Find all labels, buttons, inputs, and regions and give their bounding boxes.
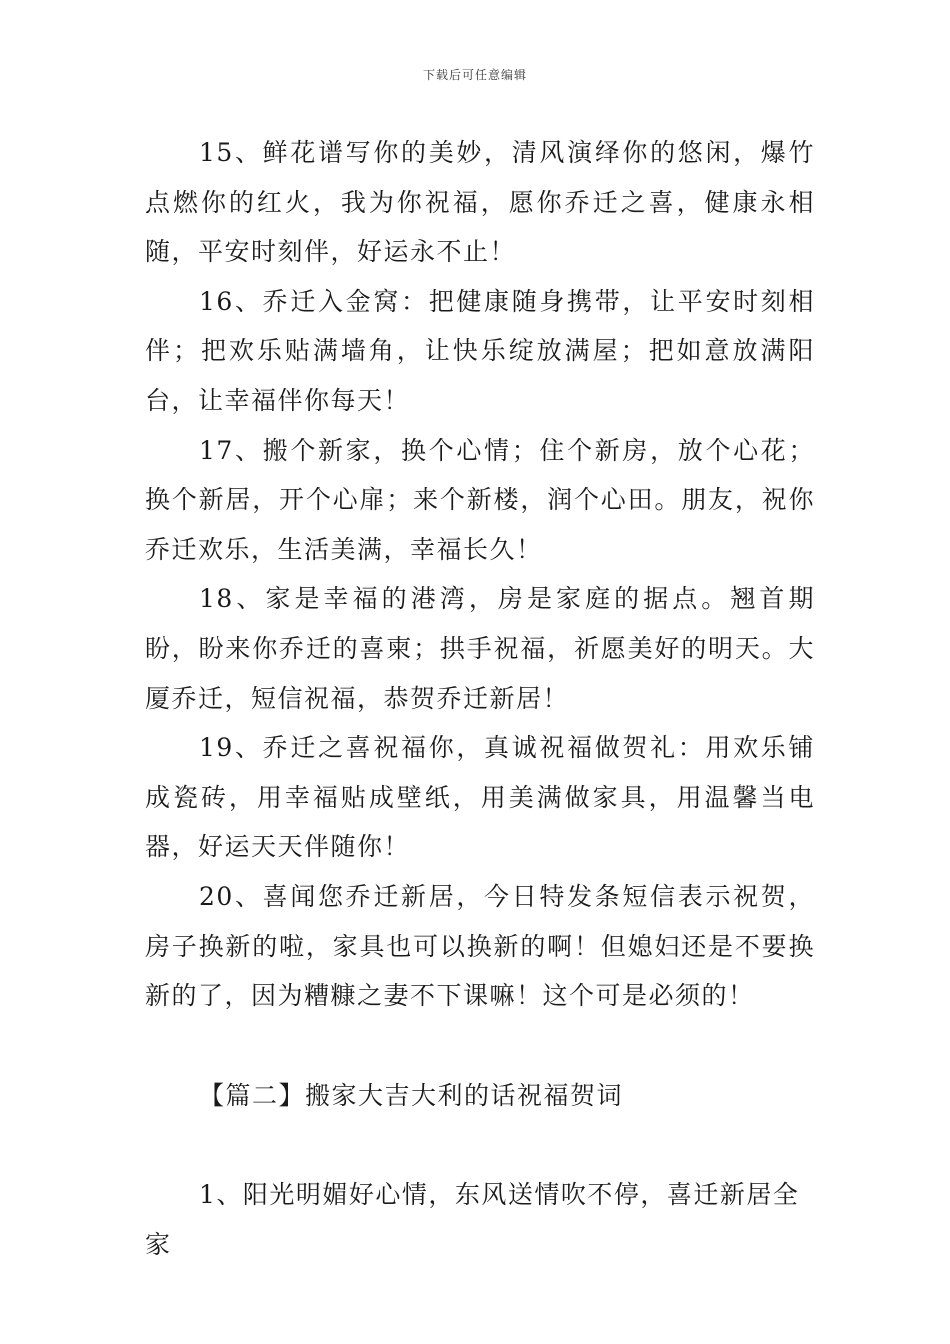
paragraph-20: 20、喜闻您乔迁新居，今日特发条短信表示祝贺，房子换新的啦，家具也可以换新的啊！但媳妇还是不要换新的了，因为糟糠之妻不下课嘛！这个可是必须的！ (145, 881, 815, 1011)
paragraph-16: 16、乔迁入金窝：把健康随身携带，让平安时刻相伴；把欢乐贴满墙角，让快乐绽放满屋；把如意放满阳台，让幸福伴你每天！ (145, 286, 815, 415)
paragraph-17: 17、搬个新家，换个心情；住个新房，放个心花；换个新居，开个心扉；来个新楼，润个心田。朋友，祝你乔迁欢乐，生活美满，幸福长久！ (145, 435, 815, 564)
page-header-note: 下载后可任意编辑 (422, 68, 527, 82)
paragraph-18: 18、家是幸福的港湾，房是家庭的据点。翘首期盼，盼来你乔迁的喜柬；拱手祝福，祈愿美好的明天。大厦乔迁，短信祝福，恭贺乔迁新居！ (145, 584, 815, 713)
document-body (145, 128, 815, 1269)
paragraph-1: 1、阳光明媚好心情，东风送情吹不停，喜迁新居全家 (145, 1180, 800, 1259)
paragraph-15: 15、鲜花谱写你的美妙，清风演绎你的悠闲，爆竹点燃你的红火，我为你祝福，愿你乔迁之喜，健康永相随，平安时刻伴，好运永不止！ (145, 138, 815, 267)
paragraph-19: 19、乔迁之喜祝福你，真诚祝福做贺礼：用欢乐铺成瓷砖，用幸福贴成壁纸，用美满做家具，用温馨当电器，好运天天伴随你！ (145, 733, 815, 862)
section-title: 【篇二】搬家大吉大利的话祝福贺词 (199, 1080, 624, 1110)
